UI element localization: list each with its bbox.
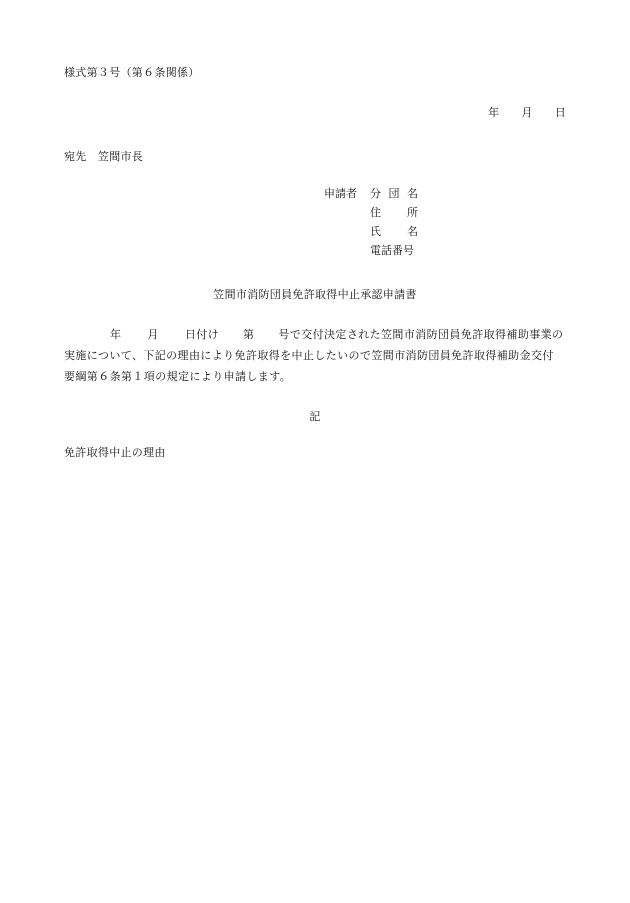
date-month-label: 月 (521, 106, 533, 119)
unit-name-char: 分 (370, 187, 381, 200)
phone-label: 電話番号 (370, 244, 414, 257)
address-char: 住 (370, 206, 381, 219)
body-dai: 第 (243, 328, 255, 341)
applicant-row-phone (324, 241, 418, 260)
name-label (370, 222, 418, 241)
body-line-1 (64, 324, 568, 345)
body-day: 日付け (184, 328, 220, 341)
applicant-row-unit (324, 184, 418, 203)
ki-heading: 記 (309, 410, 321, 423)
unit-name-char: 団 (388, 187, 400, 200)
body-line-3: 要綱第６条第１項の規定により申請します。 (64, 370, 292, 383)
addressee: 宛先 笠間市長 (64, 150, 144, 163)
reason-label: 免許取得中止の理由 (64, 446, 166, 459)
date-line (488, 106, 566, 120)
document-title: 笠間市消防団員免許取得中止承認申請書 (213, 288, 417, 301)
address-label (370, 203, 418, 222)
date-year-label: 年 (488, 106, 500, 119)
body-year: 年 (110, 328, 122, 341)
body-line-1-rest: 号で交付決定された笠間市消防団員免許取得補助事業の (278, 328, 564, 341)
form-number: 様式第３号（第６条関係） (64, 66, 200, 79)
date-day-label: 日 (554, 106, 566, 119)
body-line-2: 実施について、下記の理由により免許取得を中止したいので笠間市消防団員免許取得補助金交付 (64, 349, 554, 362)
unit-name-label (370, 184, 418, 203)
name-char: 氏 (370, 225, 381, 238)
applicant-row-name (324, 222, 418, 241)
body-month: 月 (147, 328, 159, 341)
applicant-row-address (324, 203, 418, 222)
applicant-block (324, 184, 418, 260)
name-char: 名 (407, 225, 418, 238)
address-char: 所 (407, 206, 418, 219)
unit-name-char: 名 (407, 187, 418, 200)
body-paragraph (64, 324, 568, 387)
applicant-heading: 申請者 (324, 187, 357, 200)
